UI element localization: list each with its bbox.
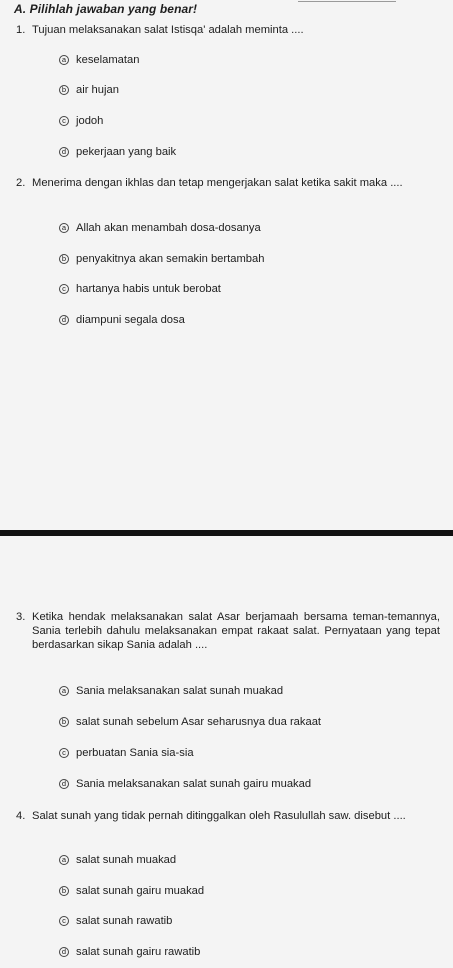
option-letter-badge: a <box>59 686 69 696</box>
option-text: salat sunah gairu rawatib <box>76 946 201 958</box>
option-1a[interactable] <box>59 53 139 67</box>
option-text: hartanya habis untuk berobat <box>76 283 221 295</box>
option-letter-badge: b <box>59 254 69 264</box>
option-letter-badge: c <box>59 748 69 758</box>
option-text: perbuatan Sania sia-sia <box>76 747 194 759</box>
option-text: pekerjaan yang baik <box>76 146 177 158</box>
question-4 <box>16 809 440 823</box>
option-text: Sania melaksanakan salat sunah muakad <box>76 685 284 697</box>
option-letter-badge: c <box>59 284 69 294</box>
option-letter-badge: b <box>59 85 69 95</box>
option-letter-badge: a <box>59 55 69 65</box>
question-3 <box>16 610 440 652</box>
option-text: salat sunah muakad <box>76 854 177 866</box>
option-text: keselamatan <box>76 54 140 66</box>
option-4c[interactable] <box>59 914 172 928</box>
option-3d[interactable] <box>59 777 311 791</box>
option-text: diampuni segala dosa <box>76 314 185 326</box>
option-4a[interactable] <box>59 853 176 867</box>
option-text: salat sunah sebelum Asar seharusnya dua rakaat <box>76 716 322 728</box>
question-2 <box>16 176 440 190</box>
question-number: 2. <box>16 177 26 189</box>
option-4b[interactable] <box>59 884 204 898</box>
option-1c[interactable] <box>59 114 103 128</box>
question-number: 3. <box>16 611 26 623</box>
page-divider <box>0 530 453 536</box>
option-1b[interactable] <box>59 83 119 97</box>
option-3a[interactable] <box>59 684 283 698</box>
option-letter-badge: d <box>59 147 69 157</box>
question-text: Ketika hendak melaksanakan salat Asar berjamaah bersama teman-temannya, Sania terlebih dahulu melaksanakan empat rakaat salat. Pernyataan yang tepat berdasarkan sikap Sania adalah .... <box>32 611 440 651</box>
option-text: salat sunah rawatib <box>76 915 173 927</box>
option-3c[interactable] <box>59 746 194 760</box>
option-text: salat sunah gairu muakad <box>76 885 205 897</box>
option-letter-badge: c <box>59 916 69 926</box>
question-number: 1. <box>16 24 26 36</box>
option-1d[interactable] <box>59 145 176 159</box>
option-4d[interactable] <box>59 945 200 959</box>
option-letter-badge: b <box>59 886 69 896</box>
option-text: air hujan <box>76 84 119 96</box>
option-letter-badge: a <box>59 223 69 233</box>
option-text: penyakitnya akan semakin bertambah <box>76 253 265 265</box>
question-text: Tujuan melaksanakan salat Istisqa' adalah meminta .... <box>32 24 304 36</box>
question-text: Salat sunah yang tidak pernah ditinggalkan oleh Rasulullah saw. disebut .... <box>32 810 406 822</box>
option-2a[interactable] <box>59 221 261 235</box>
option-letter-badge: a <box>59 855 69 865</box>
option-2d[interactable] <box>59 313 185 327</box>
option-2b[interactable] <box>59 252 264 266</box>
option-letter-badge: d <box>59 315 69 325</box>
header-rule <box>298 1 396 2</box>
option-letter-badge: b <box>59 717 69 727</box>
option-text: Sania melaksanakan salat sunah gairu muakad <box>76 778 312 790</box>
question-1 <box>16 23 440 37</box>
option-letter-badge: c <box>59 116 69 126</box>
option-text: jodoh <box>76 115 104 127</box>
option-letter-badge: d <box>59 779 69 789</box>
question-text: Menerima dengan ikhlas dan tetap mengerjakan salat ketika sakit maka .... <box>32 177 403 189</box>
option-2c[interactable] <box>59 282 221 296</box>
question-number: 4. <box>16 810 26 822</box>
section-title: A. Pilihlah jawaban yang benar! <box>14 2 198 16</box>
option-text: Allah akan menambah dosa-dosanya <box>76 222 261 234</box>
option-letter-badge: d <box>59 947 69 957</box>
option-3b[interactable] <box>59 715 321 729</box>
